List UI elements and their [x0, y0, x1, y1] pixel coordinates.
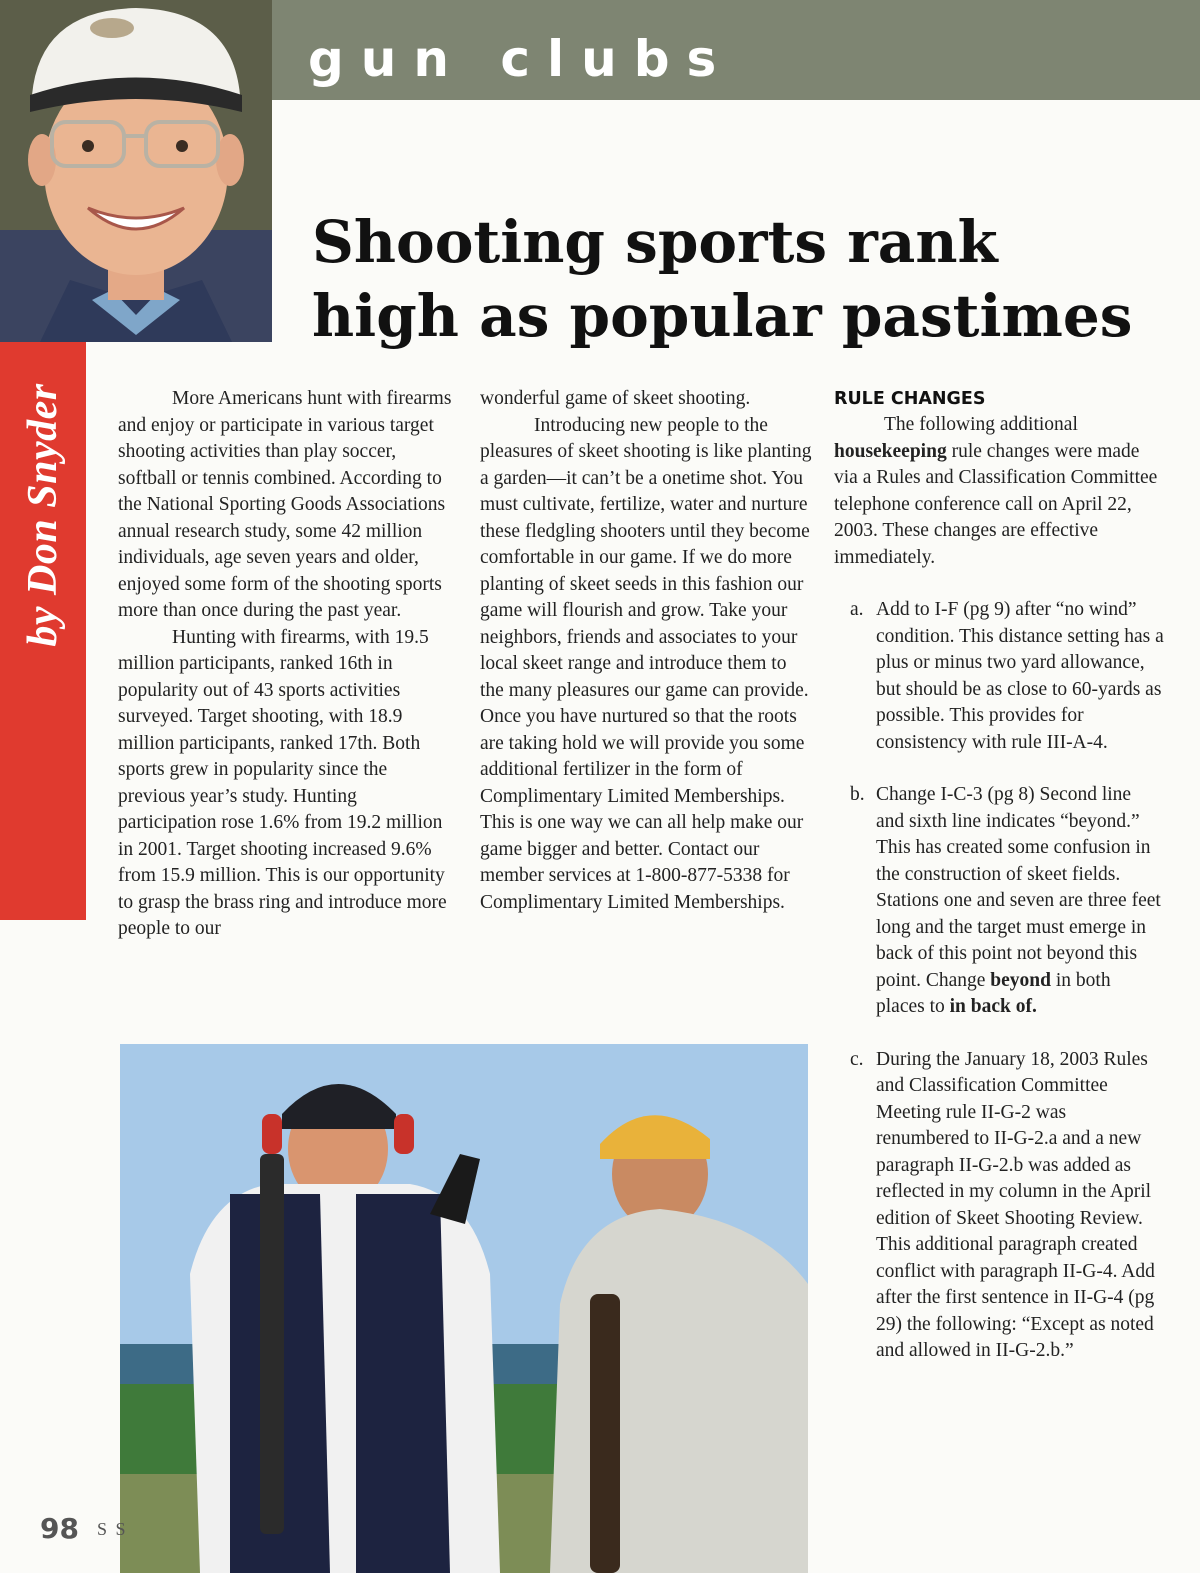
list-item-bold-term: in back of. [949, 996, 1037, 1017]
list-item-text: in both places to [876, 969, 1111, 1017]
footer-fragment: S S [97, 1519, 128, 1539]
article-headline [312, 205, 1192, 353]
list-item-text: Change I-C-3 (pg 8) Second line and sixth line indicates “beyond.” This has created some confusion in the construction of skeet fields. Stations one and seven are three feet long and the target must emerge in back of this point not beyond this point. Change [876, 784, 1161, 991]
paragraph: Hunting with firearms, with 19.5 million participants, ranked 16th in popularity out of 43 sports activities surveyed. Target shooting, with 18.9 million participants, ranked 17th. Both sports grew in popularity since the previous year’s study. Hunting participation rose 1.6% from 19.2 million in 2001. Target shooting increased 9.6% from 15.9 million. This is our opportunity to grasp the brass ring and introduce more people to our [118, 626, 447, 939]
author-portrait-illustration [0, 0, 272, 342]
page-number: 98 [40, 1512, 79, 1545]
shooters-photo [120, 1044, 808, 1573]
paragraph: More Americans hunt with firearms and enjoy or participate in various target shooting activities than play soccer, softball or tennis combined. According to the National Sporting Goods Associations annual research study, some 42 million individuals, age seven years and older, enjoyed some form of the shooting sports more than once during the past year. [118, 388, 452, 621]
headline-line-1: Shooting sports rank [312, 208, 998, 276]
list-item-text: During the January 18, 2003 Rules and Classification Committee Meeting rule II-G-2 was renumbered to II-G-2.a and a new paragraph II-G-2.b was added as reflected in my column in the April edition of Skeet Shooting Review. This additional paragraph created conflict with paragraph II-G-4. Add after the first sentence in II-G-4 (pg 29) the following: “Except as noted and allowed in II-G-2.b.” [876, 1048, 1155, 1361]
list-item [834, 597, 1164, 756]
list-item-bold-term: beyond [990, 969, 1051, 991]
shooters-photo-illustration [120, 1044, 808, 1573]
list-marker: a. [850, 599, 864, 620]
rule-changes-intro [834, 412, 1164, 571]
rule-changes-list [834, 597, 1164, 1365]
rule-changes-column [834, 386, 1164, 1365]
intro-bold-term: housekeeping [834, 440, 947, 462]
intro-text: rule changes were made via a Rules and Classification Committee telephone conference call on April 22, 2003. These changes are effective immediately. [834, 440, 1158, 568]
headline-line-2: high as popular pastimes [312, 282, 1133, 350]
article-column-1 [118, 386, 458, 943]
paragraph: Introducing new people to the pleasures of skeet shooting is like planting a garden—it can’t be a onetime shot. You must cultivate, fertilize, water and nurture these fledgling shooters until they become comfortable in our game. If we do more planting of skeet seeds in this fashion our game will flourish and grow. Take your neighbors, friends and associates to your local skeet range and introduce them to the many pleasures our game can provide. Once you have nurtured so that the roots are taking hold we will provide you some additional fertilizer in the form of Complimentary Limited Memberships. This is one way we can all help make our game bigger and better. Contact our member services at 1-800-877-5338 for Complimentary Limited Memberships. [480, 414, 812, 913]
intro-text: The following additional [884, 414, 1078, 435]
author-byline: by Don Snyder [20, 383, 66, 647]
list-item [834, 782, 1164, 1021]
list-item-text: Add to I-F (pg 9) after “no wind” condition. This distance setting has a plus or minus two yard allowance, but should be as close to 60-yards as possible. This provides for consistency with rule III-A-4. [876, 599, 1164, 753]
list-marker: b. [850, 784, 865, 805]
rule-changes-heading: RULE CHANGES [834, 389, 986, 409]
list-marker: c. [850, 1048, 864, 1070]
article-column-2 [480, 386, 812, 916]
author-portrait [0, 0, 272, 342]
list-item [834, 1047, 1164, 1365]
paragraph: wonderful game of skeet shooting. [480, 388, 751, 409]
section-title: gun clubs [308, 30, 734, 88]
